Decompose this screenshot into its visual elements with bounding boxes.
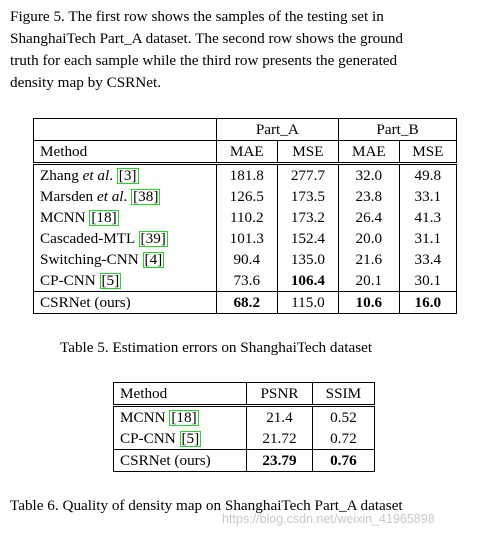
value-cell: 0.76 (312, 450, 374, 472)
citation-link[interactable]: [18] (171, 408, 197, 426)
table-header-row (114, 383, 375, 406)
value-cell: 26.4 (339, 207, 400, 228)
value-cell: 115.0 (277, 292, 338, 314)
value-cell: 101.3 (216, 228, 277, 249)
value-cell: 16.0 (399, 292, 456, 314)
value-cell: 173.5 (277, 186, 338, 207)
value-cell: 152.4 (277, 228, 338, 249)
value-cell: 20.1 (339, 270, 400, 292)
group-header-part-a: Part_A (216, 119, 338, 141)
method-cell (114, 428, 247, 450)
table-row (34, 249, 457, 270)
value-cell: 277.7 (277, 164, 338, 187)
value-cell: 20.0 (339, 228, 400, 249)
citation-link[interactable]: [3] (118, 166, 137, 184)
table-row (34, 270, 457, 292)
citation-link[interactable]: [4] (144, 250, 163, 268)
table-row (114, 428, 375, 450)
value-cell: 49.8 (399, 164, 456, 187)
caption-line: Figure 5. The first row shows the samples of the testing set in (10, 8, 384, 25)
table-row (34, 186, 457, 207)
value-cell: 33.4 (399, 249, 456, 270)
method-cell (34, 249, 217, 270)
method-cell (34, 164, 217, 187)
table-6-density-map-quality (113, 382, 375, 472)
value-cell: 181.8 (216, 164, 277, 187)
value-cell: 30.1 (399, 270, 456, 292)
table-row (34, 207, 457, 228)
watermark-url: https://blog.csdn.net/weixin_41965898 (222, 512, 435, 526)
citation-link[interactable]: [39] (140, 229, 166, 247)
table-row (114, 406, 375, 429)
value-cell: 21.72 (247, 428, 313, 450)
value-cell: 0.52 (312, 406, 374, 429)
col-header-mae-a: MAE (216, 141, 277, 164)
citation-link[interactable]: [18] (91, 208, 117, 226)
value-cell: 32.0 (339, 164, 400, 187)
value-cell: 10.6 (339, 292, 400, 314)
method-name: Switching-CNN (40, 250, 143, 268)
method-cell (114, 406, 247, 429)
value-cell: 73.6 (216, 270, 277, 292)
method-name: MCNN (120, 408, 170, 426)
table-group-header-row (34, 119, 457, 141)
value-cell: 41.3 (399, 207, 456, 228)
method-name-suffix: . (109, 166, 117, 184)
value-cell: 0.72 (312, 428, 374, 450)
value-cell: 110.2 (216, 207, 277, 228)
value-cell: 68.2 (216, 292, 277, 314)
table-header-row (34, 141, 457, 164)
col-header-mae-b: MAE (339, 141, 400, 164)
group-header-part-b: Part_B (339, 119, 457, 141)
table-row (34, 164, 457, 187)
method-cell (34, 207, 217, 228)
table-row (34, 292, 457, 314)
caption-line: density map by CSRNet. (10, 74, 162, 91)
method-name: CP-CNN (120, 429, 180, 447)
value-cell: 23.79 (247, 450, 313, 472)
value-cell: 126.5 (216, 186, 277, 207)
value-cell: 90.4 (216, 249, 277, 270)
col-header-method: Method (114, 383, 247, 406)
table-5-caption: Table 5. Estimation errors on ShanghaiTech dataset (60, 339, 373, 356)
method-cell (114, 450, 247, 472)
method-name-italic: et al (96, 187, 124, 205)
value-cell: 31.1 (399, 228, 456, 249)
method-name: Marsden (40, 187, 97, 205)
value-cell: 33.1 (399, 186, 456, 207)
citation-link[interactable]: [5] (101, 271, 120, 289)
method-name: CSRNet (ours) (120, 451, 211, 469)
col-header-method: Method (34, 141, 217, 164)
caption-line: ShanghaiTech Part_A dataset. The second row shows the ground (10, 30, 404, 47)
value-cell: 21.4 (247, 406, 313, 429)
col-header-ssim: SSIM (312, 383, 374, 406)
method-name: Cascaded-MTL (40, 229, 139, 247)
citation-link[interactable]: [38] (133, 187, 159, 205)
value-cell: 21.6 (339, 249, 400, 270)
table-row (114, 450, 375, 472)
method-name: MCNN (40, 208, 90, 226)
value-cell: 135.0 (277, 249, 338, 270)
method-cell (34, 292, 217, 314)
col-header-mse-a: MSE (277, 141, 338, 164)
value-cell: 173.2 (277, 207, 338, 228)
method-cell (34, 270, 217, 292)
value-cell: 106.4 (277, 270, 338, 292)
col-header-mse-b: MSE (399, 141, 456, 164)
citation-link[interactable]: [5] (181, 429, 200, 447)
method-cell (34, 186, 217, 207)
method-name-italic: et al (82, 166, 110, 184)
col-header-psnr: PSNR (247, 383, 313, 406)
method-name-suffix: . (123, 187, 132, 205)
method-cell (34, 228, 217, 249)
caption-line: truth for each sample while the third row presents the generated (10, 52, 398, 69)
value-cell: 23.8 (339, 186, 400, 207)
table-5-estimation-errors (33, 118, 457, 314)
table-6-caption: Table 6. Quality of density map on ShanghaiTech Part_A dataset (10, 497, 403, 514)
method-name: Zhang (40, 166, 83, 184)
method-name: CP-CNN (40, 271, 100, 289)
empty-header-cell (34, 119, 217, 141)
table-row (34, 228, 457, 249)
figure-5-caption (10, 6, 492, 94)
method-name: CSRNet (ours) (40, 293, 131, 311)
